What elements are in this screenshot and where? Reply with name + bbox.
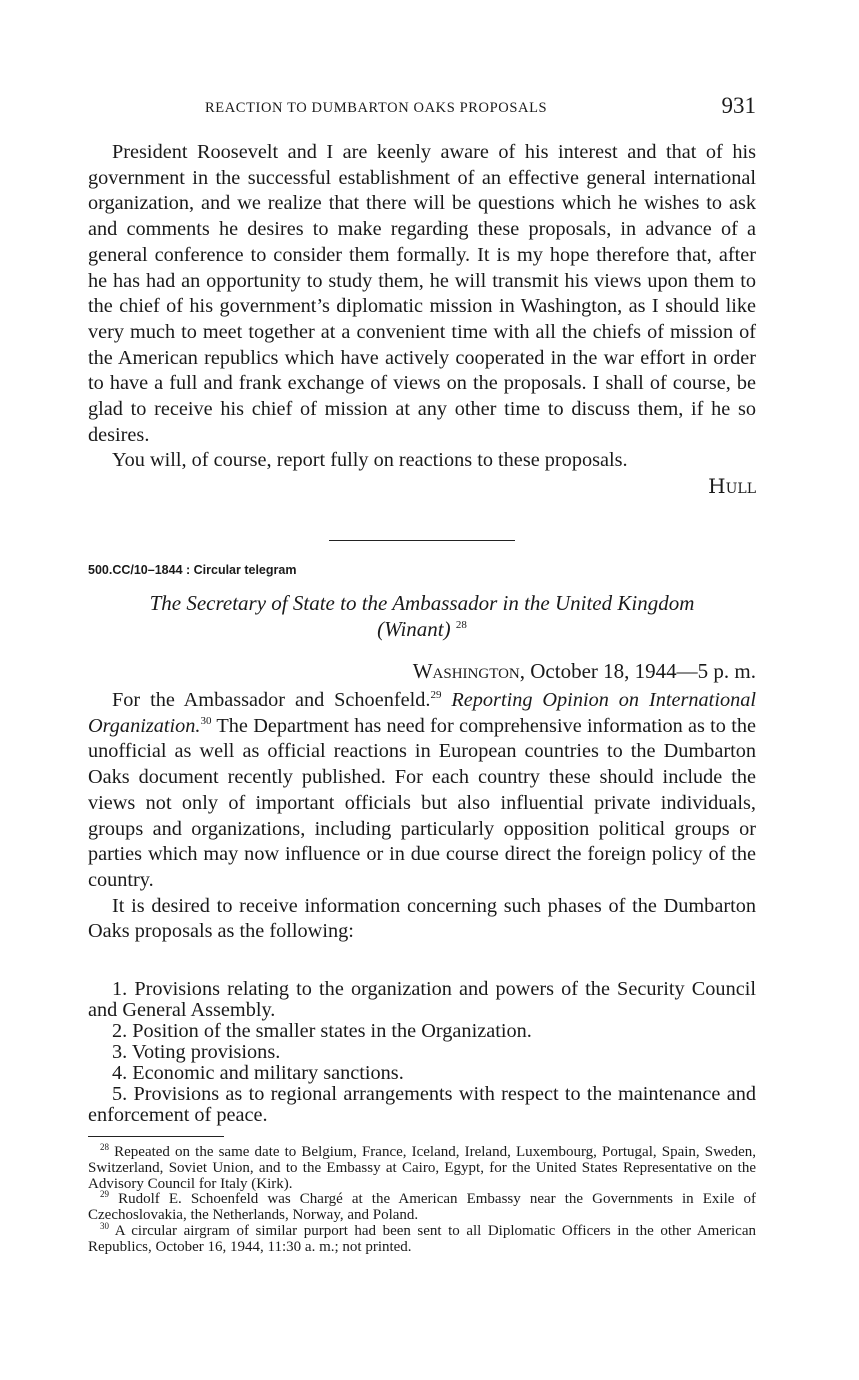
footnote-marker: 29 — [430, 689, 442, 702]
paragraph: President Roosevelt and I are keenly aware of his interest and that of his government in the successful establishment of an effective general international organization, and we realize that there will be questions which he wishes to ask and comments he desires to make regarding these proposals, in advance of a general conference to consider them formally. It is my hope therefore that, after he has had an opportunity to study them, he will transmit his views upon them to the chief of his government’s diplomatic mission in Washington, as I should like very much to meet together at a convenient time with all the chiefs of mission of the American republics which have actively cooperated in the war effort in order to have a full and frank exchange of views on the proposals. I shall of course, be glad to receive his chief of mission at any other time to discuss them, if he so desires. — [88, 141, 756, 446]
footnote-marker: 28 — [455, 619, 467, 631]
paragraph: You will, of course, report fully on reactions to these proposals. — [112, 449, 628, 472]
dateline-date: , October 18, 1944—5 p. m. — [519, 659, 756, 683]
list-item: 3. Voting provisions. — [112, 1041, 281, 1063]
footnote-text: Repeated on the same date to Belgium, France, Iceland, Ireland, Luxembourg, Portugal, Spain, Sweden, Switzerland, Soviet Union, and to the Embassy at Cairo, Egypt, for the United States Representative on the Advisory Council for Italy (Kirk). — [88, 1144, 757, 1192]
paragraph-text: The Department has need for comprehensive information as to the unofficial as well as official reactions in European countries to the Dumbarton Oaks document recently published. For each country these should include the views not only of important officials but also influential private individuals, groups and organizations, including particularly opposition political groups or parties which may now influence or in due course direct the foreign policy of the country. — [88, 714, 756, 891]
footnotes — [88, 1142, 757, 1256]
footnote-marker: 30 — [200, 714, 212, 727]
proposal-list — [88, 979, 756, 1126]
telegram-body — [88, 688, 756, 945]
paragraph — [88, 688, 756, 894]
footnote — [88, 1142, 757, 1192]
title-line — [88, 616, 756, 642]
page-number: 931 — [721, 93, 756, 118]
footnote-number: 30 — [100, 1220, 109, 1231]
paragraph: It is desired to receive information concerning such phases of the Dumbarton Oaks proposals as the following: — [88, 894, 756, 943]
footnote-rule — [88, 1136, 224, 1137]
running-title: REACTION TO DUMBARTON OAKS PROPOSALS — [205, 100, 548, 116]
document-title — [88, 590, 756, 642]
footnote-text: Rudolf E. Schoenfeld was Chargé at the American Embassy near the Governments in Exile of Czechoslovakia, the Netherlands, Norway, and Poland. — [88, 1191, 756, 1224]
paragraph-text: For the Ambassador and Schoenfeld. — [112, 689, 431, 711]
list-item: 5. Provisions as to regional arrangements with respect to the maintenance and enforcement of peace. — [88, 1083, 756, 1126]
footnote — [88, 1220, 756, 1256]
list-item: 4. Economic and military sanctions. — [112, 1062, 404, 1084]
dateline — [413, 659, 756, 684]
footnote — [88, 1189, 756, 1224]
section-divider — [329, 540, 515, 541]
footnote-text: A circular airgram of similar purport had been sent to all Diplomatic Officers in the other American Republics, October 16, 1944, 11:30 a. m.; not printed. — [88, 1222, 756, 1255]
page-header — [88, 93, 756, 123]
title-line: The Secretary of State to the Ambassador in the United Kingdom — [149, 591, 695, 615]
preceding-telegram-ending — [88, 140, 756, 499]
list-item: 2. Position of the smaller states in the Organization. — [112, 1020, 532, 1042]
file-reference: 500.CC/10–1844 : Circular telegram — [88, 563, 297, 577]
title-recipient: (Winant) — [377, 617, 451, 641]
footnote-number: 28 — [100, 1142, 109, 1152]
subject-heading: Reporting Opinion on International Organization. — [88, 689, 757, 737]
footnote-number: 29 — [100, 1189, 109, 1200]
dateline-place: Washington — [412, 659, 520, 683]
list-item: 1. Provisions relating to the organization and powers of the Security Council and General Assembly. — [88, 978, 756, 1021]
signature: Hull — [708, 474, 756, 499]
